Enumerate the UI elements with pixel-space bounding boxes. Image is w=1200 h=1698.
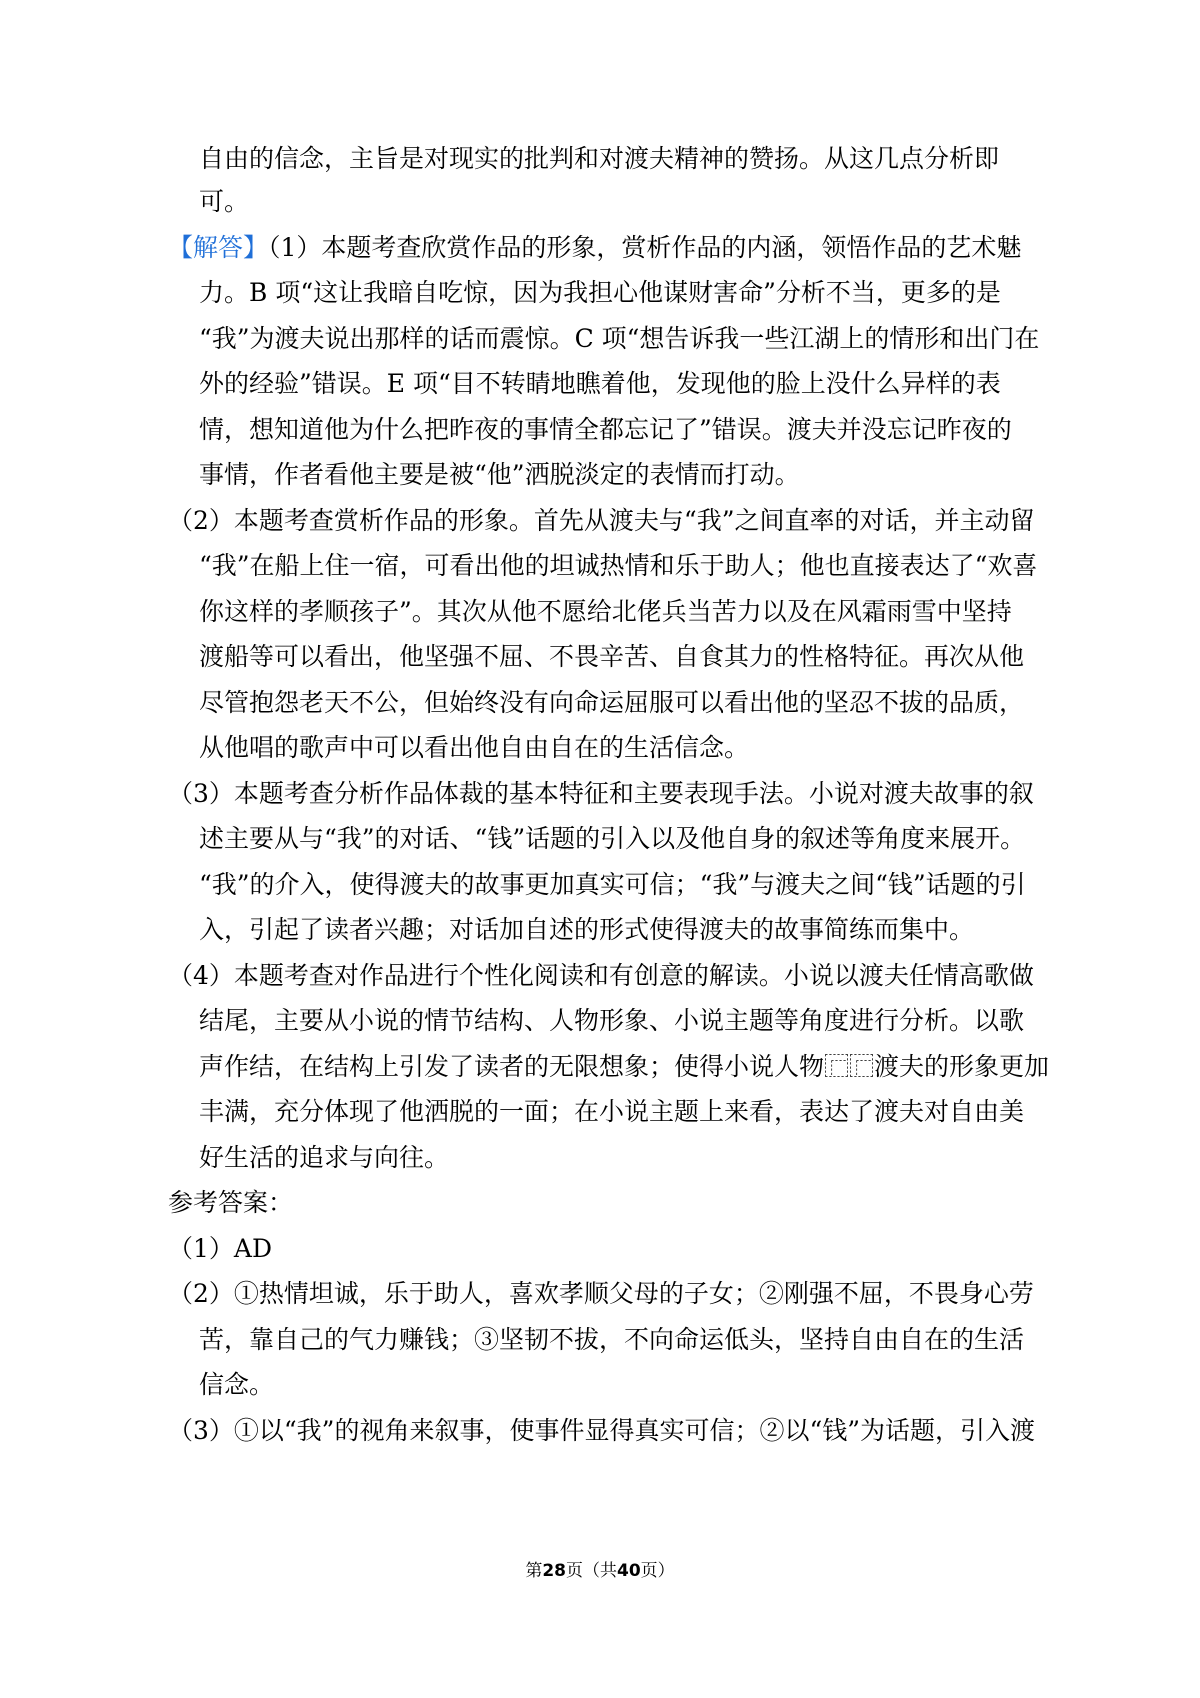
- reference-title: 参考答案：: [168, 1188, 294, 1217]
- text-line: 渡船等可以看出，他坚强不屈、不畏辛苦、自食其力的性格特征。再次从他: [199, 642, 1025, 671]
- text-line: “我”的介入，使得渡夫的故事更加真实可信；“我”与渡夫之间“钱”话题的引: [199, 870, 1026, 899]
- answer-tag: 【解答】: [168, 233, 269, 262]
- footer-text: 页）: [640, 1561, 675, 1581]
- reference-answer-1: （1）AD: [168, 1234, 273, 1263]
- text-line: “我”为渡夫说出那样的话而震惊。C 项“想告诉我一些江湖上的情形和出门在: [199, 324, 1040, 353]
- text-line: 从他唱的歌声中可以看出他自由自在的生活信念。: [199, 733, 750, 762]
- text-line: 力。B 项“这让我暗自吃惊，因为我担心他谋财害命”分析不当，更多的是: [199, 278, 1001, 307]
- text-line: 尽管抱怨老天不公，但始终没有向命运屈服可以看出他的坚忍不拔的品质，: [199, 688, 1025, 717]
- page-number: 28: [542, 1561, 566, 1581]
- text-line: 声作结，在结构上引发了读者的无限想象；使得小说人物⿸⿸渡夫的形象更加: [199, 1052, 1050, 1081]
- text-line: 情，想知道他为什么把昨夜的事情全都忘记了”错误。渡夫并没忘记昨夜的: [199, 415, 1012, 444]
- text-line: 信念。: [199, 1370, 275, 1399]
- text-line: 丰满，充分体现了他洒脱的一面；在小说主题上来看，表达了渡夫对自由美: [199, 1097, 1025, 1126]
- text-line: 述主要从与“我”的对话、“钱”话题的引入以及他自身的叙述等角度来展开。: [199, 824, 1026, 853]
- page-total: 40: [617, 1561, 641, 1581]
- text-span: （1）本题考查欣赏作品的形象，赏析作品的内涵，领悟作品的艺术魅: [268, 233, 1022, 262]
- footer-text: 页（共: [566, 1561, 617, 1581]
- text-line: （4）本题考查对作品进行个性化阅读和有创意的解读。小说以渡夫任情高歌做: [168, 961, 1034, 990]
- answer-line: [168, 235, 1021, 260]
- text-line: 苦，靠自己的气力赚钱；③坚韧不拔，不向命运低头，坚持自由自在的生活: [199, 1325, 1025, 1354]
- footer-text: 第: [525, 1561, 543, 1581]
- text-line: 结尾，主要从小说的情节结构、人物形象、小说主题等角度进行分析。以歌: [199, 1006, 1025, 1035]
- text-line: 可。: [199, 187, 250, 216]
- text-line: “我”在船上住一宿，可看出他的坦诚热情和乐于助人；他也直接表达了“欢喜: [199, 551, 1038, 580]
- text-line: （2）本题考查赏析作品的形象。首先从渡夫与“我”之间直率的对话，并主动留: [168, 506, 1035, 535]
- text-line: 入，引起了读者兴趣；对话加自述的形式使得渡夫的故事简练而集中。: [199, 915, 975, 944]
- text-line: 外的经验”错误。E 项“目不转睛地瞧着他，发现他的脸上没什么异样的表: [199, 369, 1001, 398]
- text-line: （3）本题考查分析作品体裁的基本特征和主要表现手法。小说对渡夫故事的叙: [168, 779, 1034, 808]
- reference-answer-3: （3）①以“我”的视角来叙事，使事件显得真实可信；②以“钱”为话题，引入渡: [168, 1416, 1036, 1445]
- text-line: 自由的信念，主旨是对现实的批判和对渡夫精神的赞扬。从这几点分析即: [199, 144, 1000, 173]
- text-line: 事情，作者看他主要是被“他”洒脱淡定的表情而打动。: [199, 460, 800, 489]
- text-line: 你这样的孝顺孩子”。其次从他不愿给北佬兵当苦力以及在风霜雨雪中坚持: [199, 597, 1012, 626]
- page-footer: [0, 1556, 1200, 1581]
- reference-answer-2: （2）①热情坦诚，乐于助人，喜欢孝顺父母的子女；②刚强不屈，不畏身心劳: [168, 1279, 1034, 1308]
- text-line: 好生活的追求与向往。: [199, 1143, 450, 1172]
